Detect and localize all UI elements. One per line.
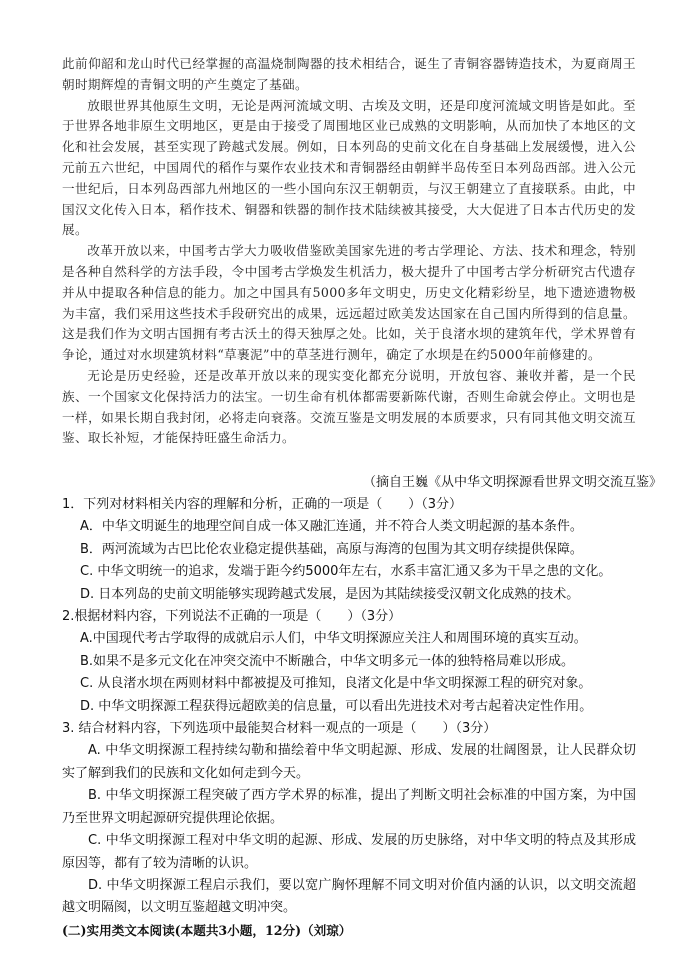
question-3 [62, 718, 636, 920]
option-d: D. 日本列岛的史前文明能够实现跨越式发展，是因为其陆续接受汉朝文化成熟的技术。 [80, 586, 580, 602]
passage-paragraph: 放眼世界其他原生文明，无论是两河流域文明、古埃及文明，还是印度河流域文明皆是如此。至于世界各地非原生文明地区，更是由于接受了周围地区业已成熟的文明影响，从而加快了本地区的文化和社会发展，甚至实现了跨越式发展。例如，日本列岛的史前文化在自身基础上发展缓慢，进入公元前五六世纪，中国周代的稻作与粟作农业技术和青铜器经由朝鲜半岛传至日本列岛西部。进入公元一世纪后，日本列岛西部九州地区的一些小国向东汉王朝朝贡，与汉王朝建立了直接联系。由此，中国汉文化传入日本，稻作技术、铜器和铁器的制作技术陆续被其接受，大大促进了日本古代历史的发展。 [62, 97, 636, 238]
passage-paragraph: 此前仰韶和龙山时代已经掌握的高温烧制陶器的技术相结合，诞生了青铜容器铸造技术，为夏商周王朝时期辉煌的青铜文明的产生奠定了基础。 [62, 56, 636, 92]
question-stem: 3. 结合材料内容，下列选项中最能契合材料一观点的一项是（ ）（3分） [62, 721, 497, 737]
option-a: A．中华文明诞生的地理空间自成一体又融汇连通，并不符合人类文明起源的基本条件。 [80, 519, 583, 535]
question-list [62, 494, 636, 942]
passage-paragraph: 无论是历史经验，还是改革开放以来的现实变化都充分说明，开放包容、兼收并蓄，是一个民族、一个国家文化保持活力的法宝。一切生命有机体都需要新陈代谢，否则生命就会停止。文明也是一样，如果长期自我封闭，必将走向衰落。交流互鉴是文明发展的本质要求，只有同其他文明交流互鉴、取长补短，才能保持旺盛生命活力。 [62, 367, 636, 446]
option-b: B. 中华文明探源工程突破了西方学术界的标准，提出了判断文明社会标准的中国方案，为中国乃至世界文明起源研究提供理论依据。 [62, 788, 636, 826]
question-stem: 2.根据材料内容，下列说法不正确的一项是（ ）（3分） [62, 609, 402, 625]
question-stem: 1．下列对材料相关内容的理解和分析，正确的一项是（ ）（3分） [62, 497, 463, 512]
option-b: B.如果不是多元文化在冲突交流中不断融合，中华文明多元一体的独特格局难以形成。 [80, 653, 575, 669]
option-d: D. 中华文明探源工程获得远超欧美的信息量，可以看出先进技术对考古起着决定性作用。 [80, 698, 593, 714]
question-1 [62, 494, 636, 606]
question-2 [62, 606, 636, 718]
option-b: B．两河流域为古巴比伦农业稳定提供基础，高原与海湾的包围为其文明存续提供保障。 [80, 541, 583, 557]
option-c: C. 从良渚水坝在两则材料中都被提及可推知，良渚文化是中华文明探源工程的研究对象。 [80, 676, 592, 692]
option-c: C. 中华文明探源工程对中华文明的起源、形成、发展的历史脉络，对中华文明的特点及其形成原因等，都有了较为清晰的认识。 [62, 833, 636, 871]
option-c: C. 中华文明统一的追求，发端于距今约5000年左右，水系丰富汇通又多为干旱之患的文化。 [80, 564, 612, 580]
section-heading: (二)实用类文本阅读(本题共3小题，12分)（刘琼） [62, 922, 352, 938]
passage-source: （摘自王巍《从中华文明探源看世界文明交流互鉴》 [362, 475, 662, 490]
passage-paragraph: 改革开放以来，中国考古学大力吸收借鉴欧美国家先进的考古学理论、方法、技术和理念，特别是各种自然科学的方法手段，令中国考古学焕发生机活力，极大提升了中国考古学分析研究古代遗存并从中提取各种信息的能力。加之中国具有5000多年文明史，历史文化精彩纷呈，地下遗迹遗物极为丰富，我们采用这些技术手段研究出的成果，远远超过欧美发达国家在自己国内所得到的信息量。这是我们作为文明古国拥有考古沃土的得天独厚之处。比如，关于良渚水坝的建筑年代，学术界曾有争论，通过对水坝建筑材料“草裹泥”中的草茎进行测年，确定了水坝是在约5000年前修建的。 [62, 243, 636, 363]
option-a: A. 中华文明探源工程持续勾勒和描绘着中华文明起源、形成、发展的壮阔图景，让人民群众切实了解到我们的民族和文化如何走到今天。 [62, 743, 636, 781]
option-d: D. 中华文明探源工程启示我们，要以宽广胸怀理解不同文明对价值内涵的认识，以文明交流超越文明隔阂，以文明互鉴超越文明冲突。 [62, 877, 636, 916]
reading-passage [62, 54, 636, 449]
option-a: A.中国现代考古学取得的成就启示人们，中华文明探源应关注人和周围环境的真实互动。 [80, 631, 587, 647]
